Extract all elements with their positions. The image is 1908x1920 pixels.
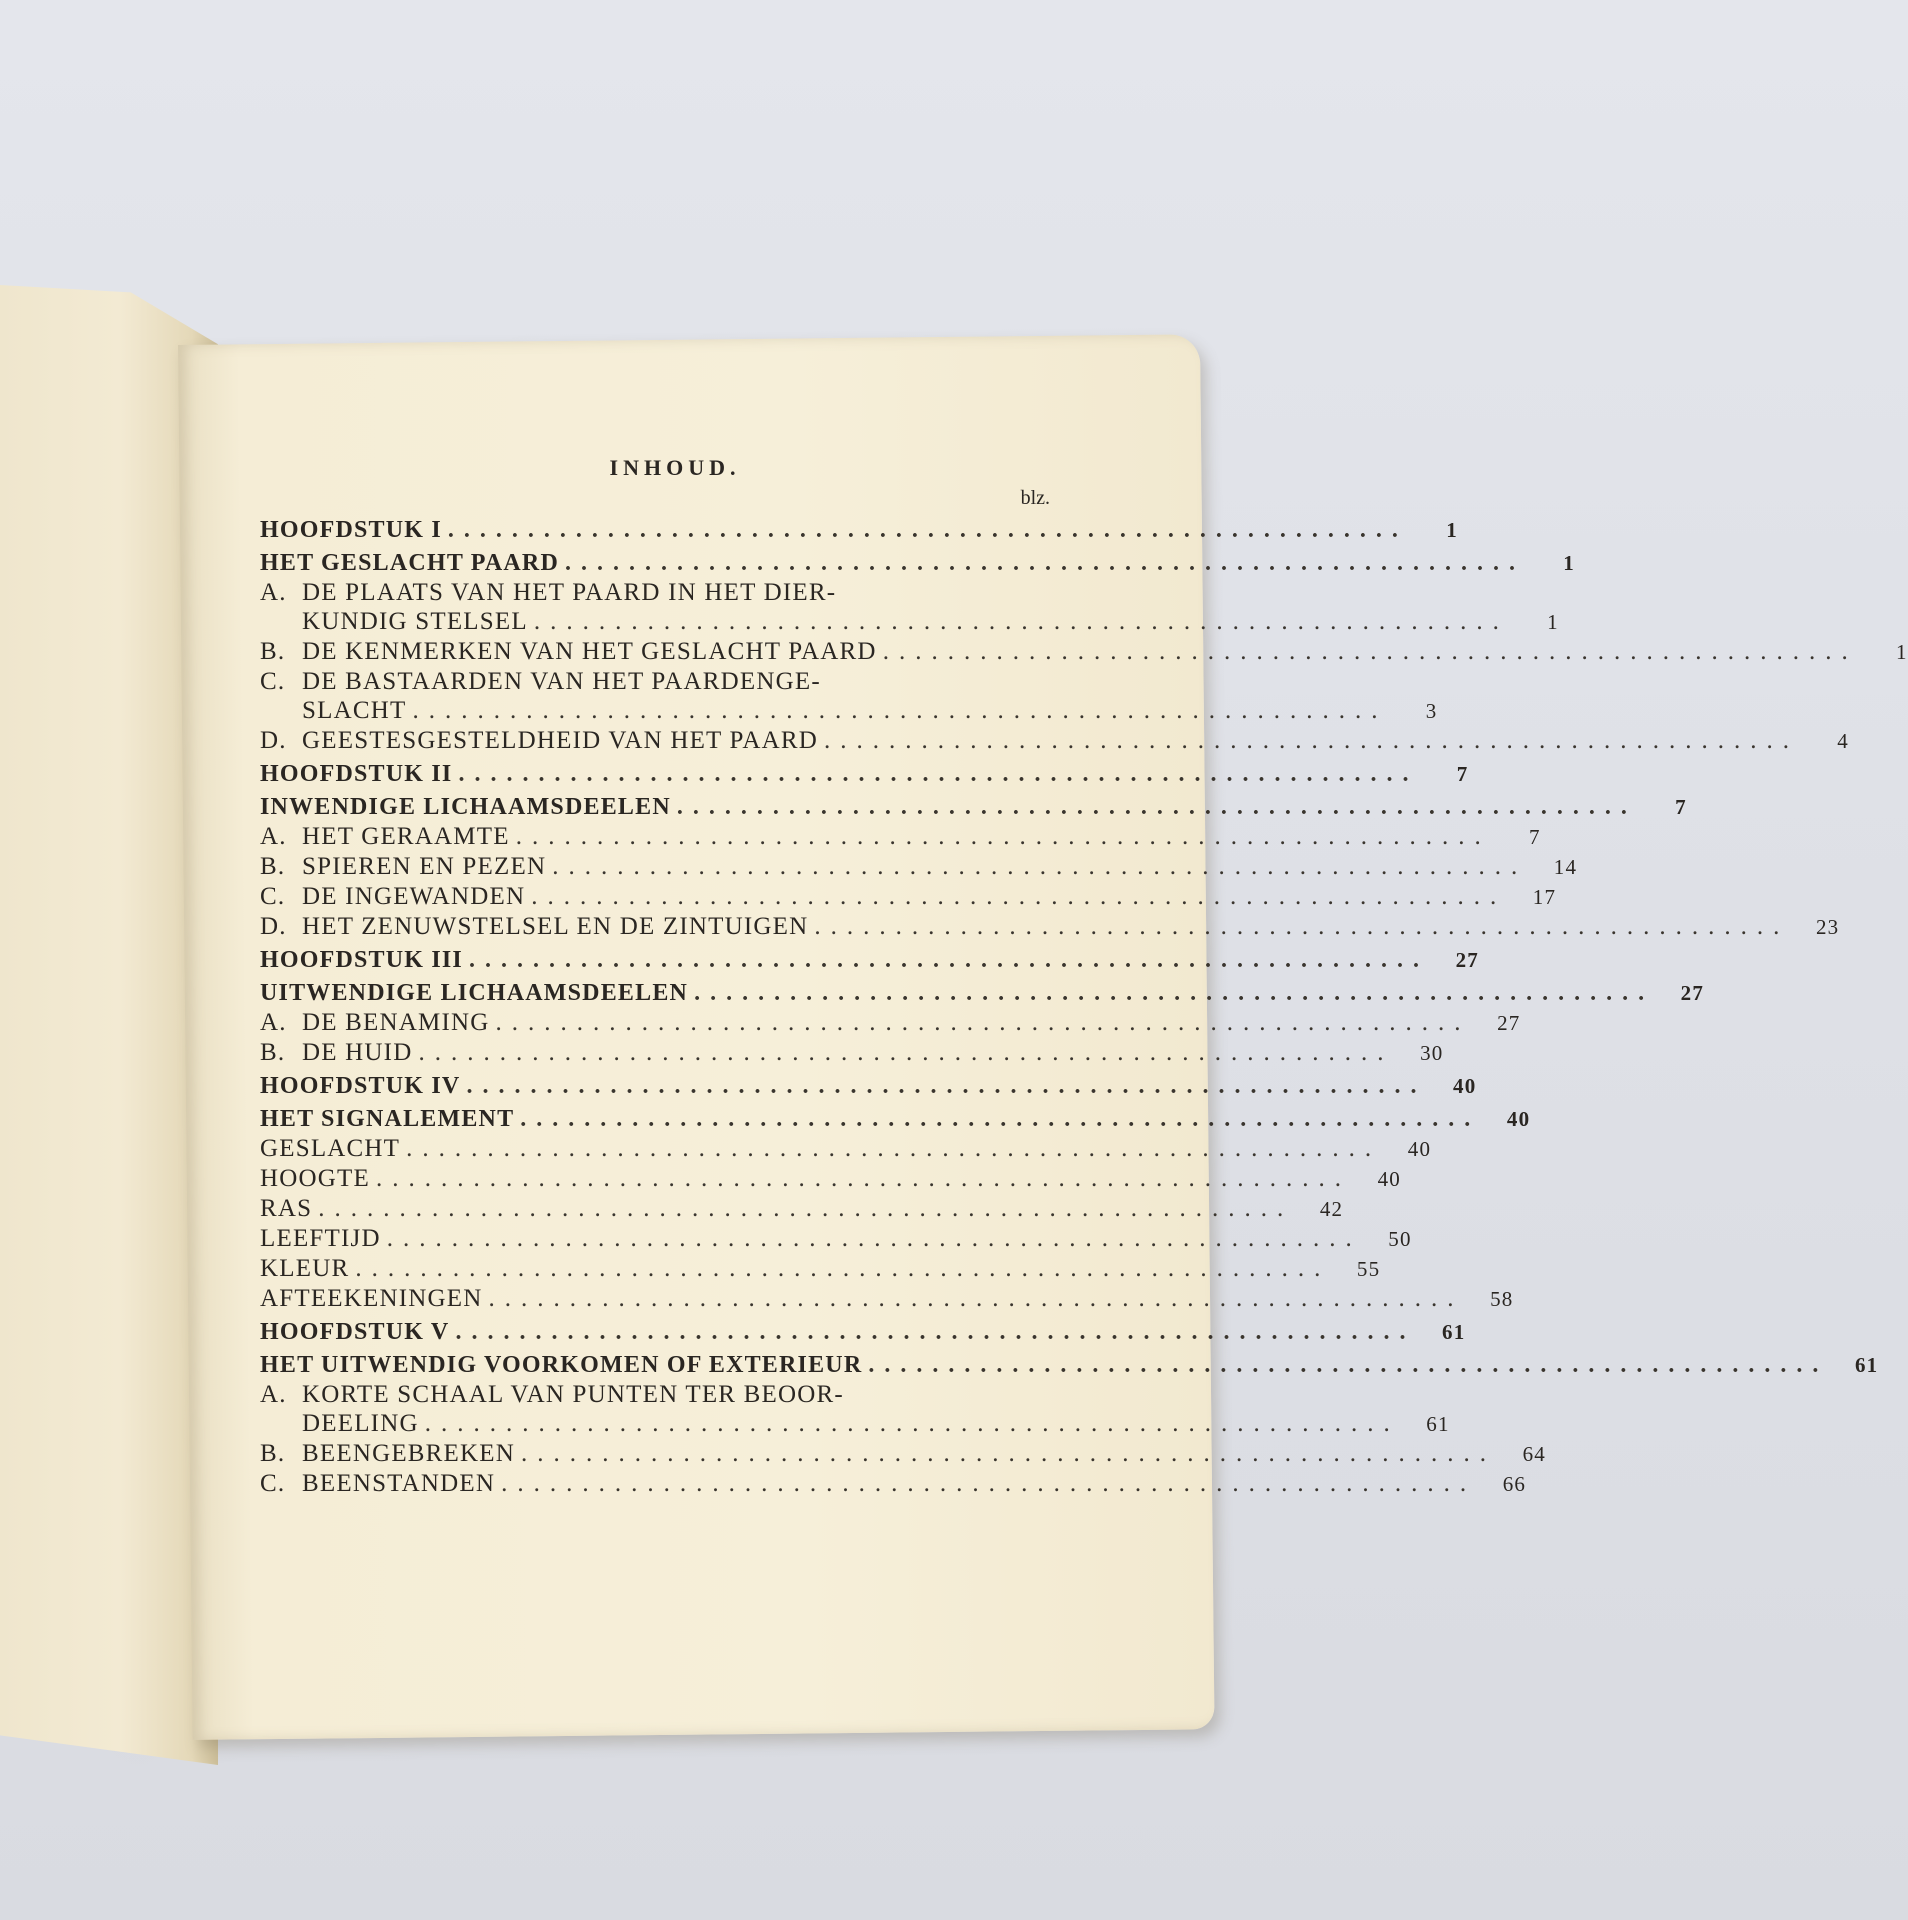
toc-entry-text: HET ZENUWSTELSEL EN DE ZINTUIGEN bbox=[302, 913, 809, 940]
toc-entry bbox=[260, 607, 1559, 637]
toc-entry bbox=[260, 726, 1849, 756]
dot-leader: ............................................................ bbox=[520, 1106, 1481, 1132]
dot-leader: ............................................................ bbox=[868, 1352, 1829, 1378]
toc-entry bbox=[260, 912, 1840, 942]
dot-leader: ............................................................ bbox=[375, 1165, 1351, 1192]
toc-entry-text: GEESTESGESTELDHEID VAN HET PAARD bbox=[302, 727, 818, 754]
toc-entry-page: 23 bbox=[1815, 915, 1840, 939]
dot-leader: ............................................................ bbox=[458, 761, 1419, 787]
toc-entry-text: HOOFDSTUK III bbox=[260, 947, 463, 973]
toc-entry bbox=[260, 1469, 1527, 1499]
toc-entry-letter: B. bbox=[260, 1440, 286, 1467]
toc-chapter-entry bbox=[260, 979, 1705, 1008]
toc-entry-letter: C. bbox=[260, 668, 286, 695]
toc-chapter-entry bbox=[260, 1105, 1531, 1134]
toc-entry-text: BEENSTANDEN bbox=[302, 1470, 496, 1497]
toc-entry-page: 1 bbox=[1896, 640, 1908, 664]
toc-entry-page: 64 bbox=[1522, 1442, 1546, 1466]
toc-entry-page: 40 bbox=[1377, 1167, 1401, 1191]
toc-entry-page: 1 bbox=[1547, 610, 1559, 634]
toc-entry-page: 40 bbox=[1453, 1074, 1477, 1098]
toc-entry-text: HET SIGNALEMENT bbox=[260, 1106, 515, 1132]
toc-entry-letter: B. bbox=[260, 638, 286, 665]
dot-leader: ............................................................ bbox=[521, 1440, 1496, 1467]
toc-entry-page: 61 bbox=[1426, 1412, 1450, 1436]
toc-entry-text: RAS bbox=[260, 1195, 313, 1222]
toc-entry-text: AFTEEKENINGEN bbox=[260, 1285, 483, 1312]
dot-leader: ............................................................ bbox=[814, 913, 1790, 940]
toc-entry-letter: A. bbox=[260, 1009, 287, 1036]
toc-entry-letter: D. bbox=[260, 727, 287, 754]
dot-leader: ............................................................ bbox=[823, 727, 1799, 754]
toc-entry bbox=[260, 667, 1050, 696]
toc-entry-page: 27 bbox=[1680, 981, 1705, 1005]
toc-entry-text: DE BENAMING bbox=[302, 1009, 490, 1036]
dot-leader: ............................................................ bbox=[386, 1225, 1362, 1252]
toc-entry bbox=[260, 1164, 1401, 1194]
toc-entry-text: HOOFDSTUK IV bbox=[260, 1073, 461, 1099]
toc-entry-text: INWENDIGE LICHAAMSDEELEN bbox=[260, 794, 671, 820]
dot-leader: ............................................................ bbox=[495, 1009, 1471, 1036]
toc-entry-text: DE INGEWANDEN bbox=[302, 883, 526, 910]
toc-entry-text: DE HUID bbox=[302, 1039, 413, 1066]
toc-entry-text: DE PLAATS VAN HET PAARD IN HET DIER- bbox=[302, 579, 837, 606]
toc-entry-letter: B. bbox=[260, 1039, 286, 1066]
toc-entry-text: DEELING bbox=[302, 1410, 419, 1437]
dot-leader: ............................................................ bbox=[406, 1135, 1382, 1162]
toc-entry-page: 1 bbox=[1446, 518, 1458, 542]
toc-entry-letter: C. bbox=[260, 883, 286, 910]
toc-entry bbox=[260, 696, 1438, 726]
toc-chapter-entry bbox=[260, 1072, 1477, 1101]
toc-chapter-entry bbox=[260, 946, 1479, 975]
dot-leader: ............................................................ bbox=[466, 1073, 1427, 1099]
toc-entry-text: HET GERAAMTE bbox=[302, 823, 510, 850]
toc-chapter-entry bbox=[260, 760, 1469, 789]
toc-entry-text: HOOFDSTUK V bbox=[260, 1319, 450, 1345]
toc-entry bbox=[260, 1254, 1381, 1284]
toc-chapter-entry bbox=[260, 1351, 1879, 1380]
toc-entry-page: 40 bbox=[1506, 1107, 1531, 1131]
toc-rows bbox=[260, 516, 1908, 1499]
toc-entry-page: 40 bbox=[1407, 1137, 1432, 1161]
toc-entry bbox=[260, 1038, 1444, 1068]
toc-entry-page: 42 bbox=[1319, 1197, 1344, 1221]
table-of-contents bbox=[260, 455, 1908, 1499]
toc-entry bbox=[260, 1194, 1344, 1224]
dot-leader: ............................................................ bbox=[882, 638, 1858, 665]
toc-entry bbox=[260, 1380, 1050, 1409]
toc-entry-letter: B. bbox=[260, 853, 286, 880]
toc-entry-page: 3 bbox=[1425, 699, 1438, 723]
toc-entry-page: 61 bbox=[1854, 1353, 1879, 1377]
toc-entry bbox=[260, 1134, 1432, 1164]
dot-leader: ............................................................ bbox=[447, 517, 1408, 543]
toc-entry-page: 1 bbox=[1563, 551, 1575, 575]
toc-entry-page: 7 bbox=[1456, 762, 1469, 786]
toc-title: INHOUD. bbox=[609, 455, 741, 480]
dot-leader: ............................................................ bbox=[488, 1285, 1464, 1312]
dot-leader: ............................................................ bbox=[694, 980, 1655, 1006]
toc-entry-page: 4 bbox=[1837, 729, 1849, 753]
toc-entry bbox=[260, 637, 1908, 667]
toc-entry-page: 17 bbox=[1532, 885, 1557, 909]
toc-entry-page: 7 bbox=[1528, 825, 1541, 849]
dot-leader: ............................................................ bbox=[531, 883, 1507, 910]
toc-entry-text: KLEUR bbox=[260, 1255, 350, 1282]
toc-entry bbox=[260, 1224, 1412, 1254]
toc-entry bbox=[260, 1284, 1514, 1314]
toc-entry-text: HET GESLACHT PAARD bbox=[260, 550, 559, 576]
toc-entry-page: 30 bbox=[1420, 1041, 1444, 1065]
toc-entry-page: 61 bbox=[1442, 1320, 1466, 1344]
toc-entry bbox=[260, 1409, 1450, 1439]
dot-leader: ............................................................ bbox=[468, 947, 1429, 973]
toc-entry-text: HOOFDSTUK II bbox=[260, 761, 453, 787]
dot-leader: ............................................................ bbox=[355, 1255, 1331, 1282]
dot-leader: ............................................................ bbox=[424, 1410, 1400, 1437]
dot-leader: ............................................................ bbox=[455, 1319, 1416, 1345]
toc-entry-page: 27 bbox=[1455, 948, 1479, 972]
toc-chapter-entry bbox=[260, 1318, 1466, 1347]
dot-leader: ............................................................ bbox=[501, 1470, 1477, 1497]
toc-entry-page: 58 bbox=[1490, 1287, 1514, 1311]
toc-entry bbox=[260, 1439, 1546, 1469]
toc-entry-text: HOOGTE bbox=[260, 1165, 370, 1192]
toc-chapter-entry bbox=[260, 549, 1575, 578]
toc-entry-text: KUNDIG STELSEL bbox=[302, 608, 528, 635]
toc-entry-text: UITWENDIGE LICHAAMSDEELEN bbox=[260, 980, 689, 1006]
toc-entry-text: GESLACHT bbox=[260, 1135, 401, 1162]
toc-entry-text: SLACHT bbox=[302, 697, 407, 724]
dot-leader: ............................................................ bbox=[515, 823, 1491, 850]
dot-leader: ............................................................ bbox=[676, 794, 1637, 820]
dot-leader: ............................................................ bbox=[318, 1195, 1294, 1222]
toc-entry-page: 50 bbox=[1388, 1227, 1412, 1251]
toc-entry-text: HOOFDSTUK I bbox=[260, 517, 442, 543]
toc-chapter-entry bbox=[260, 793, 1687, 822]
dot-leader: ............................................................ bbox=[418, 1039, 1394, 1066]
toc-entry-text: HET UITWENDIG VOORKOMEN OF EXTERIEUR bbox=[260, 1352, 863, 1378]
toc-entry-text: DE BASTAARDEN VAN HET PAARDENGE- bbox=[302, 668, 821, 695]
dot-leader: ............................................................ bbox=[552, 853, 1528, 880]
toc-entry-page: 27 bbox=[1497, 1011, 1521, 1035]
toc-entry-text: BEENGEBREKEN bbox=[302, 1440, 515, 1467]
toc-entry-letter: D. bbox=[260, 913, 287, 940]
toc-entry-page: 66 bbox=[1502, 1472, 1527, 1496]
toc-entry bbox=[260, 578, 1050, 607]
toc-entry bbox=[260, 852, 1578, 882]
toc-entry-page: 55 bbox=[1356, 1257, 1381, 1281]
toc-entry-text: SPIEREN EN PEZEN bbox=[302, 853, 547, 880]
toc-entry-text: KORTE SCHAAL VAN PUNTEN TER BEOOR- bbox=[302, 1381, 844, 1408]
toc-entry-letter: A. bbox=[260, 579, 287, 606]
toc-entry-text: DE KENMERKEN VAN HET GESLACHT PAARD bbox=[302, 638, 877, 665]
toc-chapter-entry bbox=[260, 516, 1458, 545]
toc-entry-page: 14 bbox=[1553, 855, 1578, 879]
toc-entry bbox=[260, 822, 1541, 852]
toc-entry-letter: A. bbox=[260, 823, 287, 850]
dot-leader: ............................................................ bbox=[565, 550, 1525, 576]
toc-entry-text: LEEFTIJD bbox=[260, 1225, 381, 1252]
dot-leader: ............................................................ bbox=[412, 697, 1388, 724]
toc-entry-letter: C. bbox=[260, 1470, 286, 1497]
page-column-header: blz. bbox=[1020, 487, 1050, 509]
toc-entry bbox=[260, 1008, 1521, 1038]
toc-entry-page: 7 bbox=[1675, 795, 1687, 819]
toc-entry-letter: A. bbox=[260, 1381, 287, 1408]
dot-leader: ............................................................ bbox=[533, 608, 1509, 635]
toc-entry bbox=[260, 882, 1557, 912]
